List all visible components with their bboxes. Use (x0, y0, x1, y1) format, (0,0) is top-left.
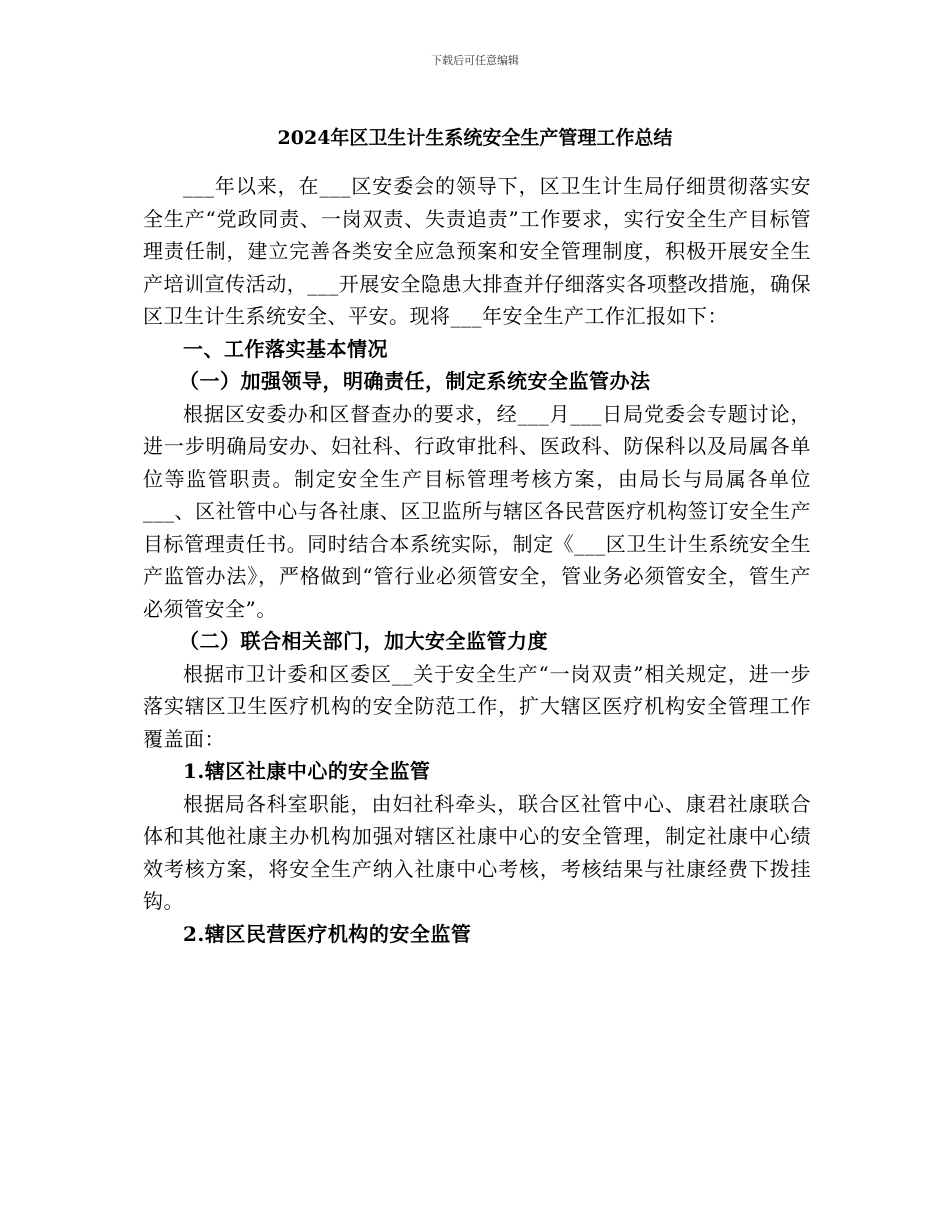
page-header-note: 下载后可任意编辑 (431, 54, 519, 67)
subsection-1-paragraph: 根据区安委办和区督查办的要求，经___月___日局党委会专题讨论，进一步明确局安办、妇社科、行政审批科、医政科、防保科以及局属各单位等监管职责。制定安全生产目标管理考核方案，由局长与局属各单位___、区社管中心与各社康、区卫监所与辖区各民营医疗机构签订安全生产目标管理责任书。同时结合本系统实际，制定《___区卫生计生系统安全生产监管办法》，严格做到“管行业必须管安全，管业务必须管安全，管生产必须管安全”。 (143, 401, 811, 621)
section-heading-1: 一、工作落实基本情况 (183, 336, 388, 361)
subsection-heading-2: （二）联合相关部门，加大安全监管力度 (179, 629, 548, 653)
subsection-heading-1: （一）加强领导，明确责任，制定系统安全监管办法 (179, 369, 651, 393)
document-body (143, 170, 811, 950)
item-heading-2: 2.辖区民营医疗机构的安全监管 (183, 921, 472, 946)
item-heading-1: 1.辖区社康中心的安全监管 (183, 759, 431, 783)
subsection-2-paragraph: 根据市卫计委和区委区__关于安全生产“一岗双责”相关规定，进一步落实辖区卫生医疗机构的安全防范工作，扩大辖区医疗机构安全管理工作覆盖面： (143, 661, 811, 751)
intro-paragraph: ___年以来，在___区安委会的领导下，区卫生计生局仔细贯彻落实安全生产“党政同责、一岗双责、失责追责”工作要求，实行安全生产目标管理责任制，建立完善各类安全应急预案和安全管理制度，积极开展安全生产培训宣传活动，___开展安全隐患大排查并仔细落实各项整改措施，确保区卫生计生系统安全、平安。现将___年安全生产工作汇报如下： (143, 174, 811, 328)
document-title: 2024年区卫生计生系统安全生产管理工作总结 (277, 127, 673, 149)
item-1-paragraph: 根据局各科室职能，由妇社科牵头，联合区社管中心、康君社康联合体和其他社康主办机构加强对辖区社康中心的安全管理，制定社康中心绩效考核方案，将安全生产纳入社康中心考核，考核结果与社康经费下拨挂钩。 (143, 791, 811, 913)
